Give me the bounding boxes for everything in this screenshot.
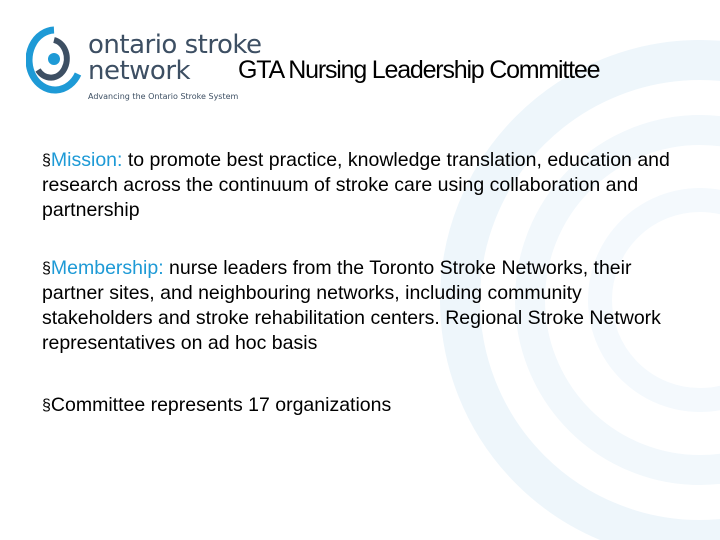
bullet-marker: §: [42, 260, 51, 277]
bullet-organizations: [42, 393, 682, 418]
logo-wordmark-line1: ontario stroke: [88, 30, 262, 60]
bullet-text-organizations: Committee represents 17 organizations: [50, 394, 392, 416]
bullet-text-membership: nurse leaders from the Toronto Stroke Networks, their partner sites, and neighbouring networks, including community stakeholders and stroke rehabilitation centers. Regional Stroke Network representatives on ad hoc basis: [42, 257, 661, 354]
bullet-text-mission: to promote best practice, knowledge translation, education and research across the continuum of stroke care using collaboration and partnership: [42, 149, 670, 221]
logo-ring-icon: [26, 24, 82, 94]
ontario-stroke-network-logo: [26, 24, 262, 108]
bullet-marker: §: [42, 152, 51, 169]
logo-tagline: Advancing the Ontario Stroke System: [88, 92, 239, 101]
logo-wordmark-line2: network: [88, 56, 191, 86]
bullet-lead-membership: Membership:: [50, 257, 164, 279]
bullet-lead-mission: Mission:: [50, 149, 123, 171]
bullet-marker: §: [42, 397, 51, 414]
bullet-membership: [42, 256, 682, 356]
slide-title: GTA Nursing Leadership Committee: [238, 56, 600, 84]
bullet-mission: [42, 148, 682, 223]
